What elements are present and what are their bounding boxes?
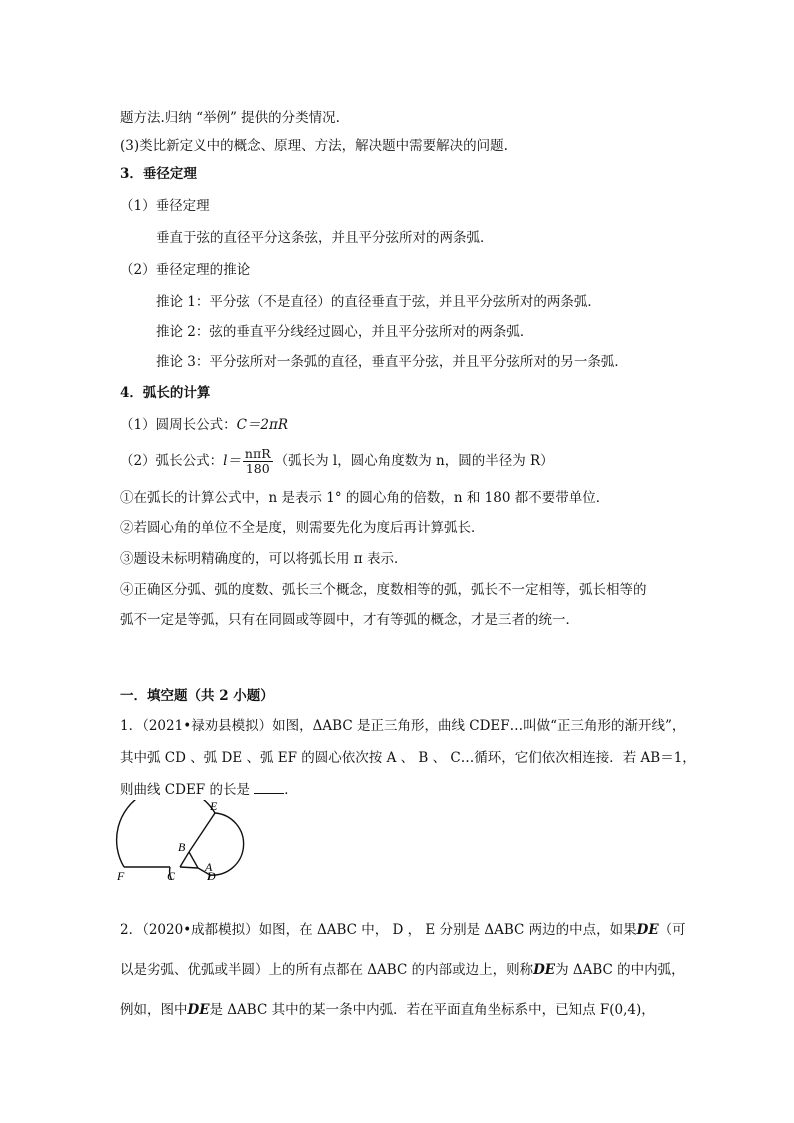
arc-length-prefix: （2）弧长公式： xyxy=(120,453,224,469)
note-3: ③题设未标明精确度的，可以将弧长用 π 表示． xyxy=(120,551,408,567)
note-4a: ④正确区分弧、弧的度数、弧长三个概念，度数相等的弧，弧长不一定相等，弧长相等的 xyxy=(120,582,647,598)
label-f: F xyxy=(117,869,125,880)
arc-de-symbol-2: DE xyxy=(533,962,556,978)
question-1-line-3 xyxy=(120,779,298,800)
question-2-line-3 xyxy=(120,1000,655,1020)
circumference-prefix: （1）圆周长公式： xyxy=(120,417,237,433)
question-2-line-1a: 2．（2020•成都模拟）如图，在 ΔABC 中， D ， E 分别是 ΔABC 两边的中点，如果 xyxy=(120,922,637,938)
section-3-sub1-text: 垂直于弦的直径平分这条弦，并且平分弦所对的两条弧． xyxy=(156,230,494,246)
arc-length-lhs: l＝ xyxy=(223,453,241,469)
arc-de-symbol-3: DE xyxy=(187,1002,210,1018)
label-b: B xyxy=(178,840,186,854)
question-2-line-3b: 是 ΔABC 其中的某一条中内弧．若在平面直角坐标系中，已知点 F(0,4)， xyxy=(209,1002,655,1018)
arc-length-note: （弧长为 l，圆心角度数为 n，圆的半径为 R） xyxy=(274,453,554,469)
answer-blank[interactable] xyxy=(254,779,284,794)
note-4b: 弧不一定是等弧，只有在同圆或等圆中，才有等弧的概念，才是三者的统一． xyxy=(120,612,579,628)
line-ba xyxy=(189,852,198,868)
question-1-suffix: ． xyxy=(284,782,298,798)
line-ca xyxy=(180,867,198,868)
arc-ef xyxy=(117,800,215,867)
line-cb xyxy=(180,852,189,867)
corollary-2: 推论 2：弦的垂直平分线经过圆心，并且平分弦所对的两条弧． xyxy=(156,324,534,340)
note-2: ②若圆心角的单位不全是度，则需要先化为度后再计算弧长． xyxy=(120,520,485,536)
note-1: ①在弧长的计算公式中，n 是表示 1° 的圆心角的倍数，n 和 180 都不要带单位． xyxy=(120,490,610,506)
label-a: A xyxy=(205,860,213,874)
section-4-title: 4．弧长的计算 xyxy=(120,385,211,401)
arc-de-symbol: DE xyxy=(636,922,659,938)
corollary-1: 推论 1：平分弦（不是直径）的直径垂直于弦，并且平分弦所对的两条弧． xyxy=(156,294,601,310)
circumference-expression: C＝2πR xyxy=(236,417,289,433)
arc-de xyxy=(210,813,244,875)
arc-length-formula xyxy=(120,444,554,478)
section-3-sub1-title: （1）垂径定理 xyxy=(120,198,210,214)
label-e: E xyxy=(210,800,218,813)
question-1-line-2: 其中弧 CD 、弧 DE 、弧 EF 的圆心依次按 A 、 B 、 C…循环，它们依次相连接．若 AB＝1， xyxy=(120,750,696,766)
question-1-line-1: 1．（2021•禄劝县模拟）如图，ΔABC 是正三角形，曲线 CDEF…叫做“正三角形的渐开线”， xyxy=(120,718,686,734)
intro-line-2: (3)类比新定义中的概念、原理、方法，解决题中需要解决的问题. xyxy=(120,138,508,154)
label-c: C xyxy=(167,869,176,880)
fraction-numerator: nπR xyxy=(244,446,271,461)
corollary-3: 推论 3：平分弦所对一条弧的直径，垂直平分弦，并且平分弦所对的另一条弧． xyxy=(156,354,628,370)
question-2-line-3a: 例如，图中 xyxy=(120,1002,188,1018)
line-be xyxy=(189,813,215,852)
section-3-title: 3．垂径定理 xyxy=(120,166,197,182)
part-1-title: 一．填空题（共 2 小题） xyxy=(120,688,274,704)
question-2-line-2a: 以是劣弧、优弧或半圆）上的所有点都在 ΔABC 的内部或边上，则称 xyxy=(120,962,534,978)
arc-length-fraction xyxy=(243,447,273,476)
involute-figure xyxy=(115,800,250,880)
section-3-sub2-title: （2）垂径定理的推论 xyxy=(120,262,251,278)
question-2-line-2b: 为 ΔABC 的中内弧， xyxy=(555,962,685,978)
question-2-line-1b: （可 xyxy=(658,922,686,938)
fraction-denominator: 180 xyxy=(245,461,270,476)
question-1-prefix: 则曲线 CDEF 的长是 xyxy=(120,782,250,798)
question-2-line-1 xyxy=(120,920,686,940)
question-2-line-2 xyxy=(120,960,685,980)
label-d: D xyxy=(207,869,216,880)
intro-line-1: 题方法.归纳 “举例” 提供的分类情况. xyxy=(120,110,340,126)
circumference-formula xyxy=(120,415,288,435)
arc-cd xyxy=(170,867,210,880)
